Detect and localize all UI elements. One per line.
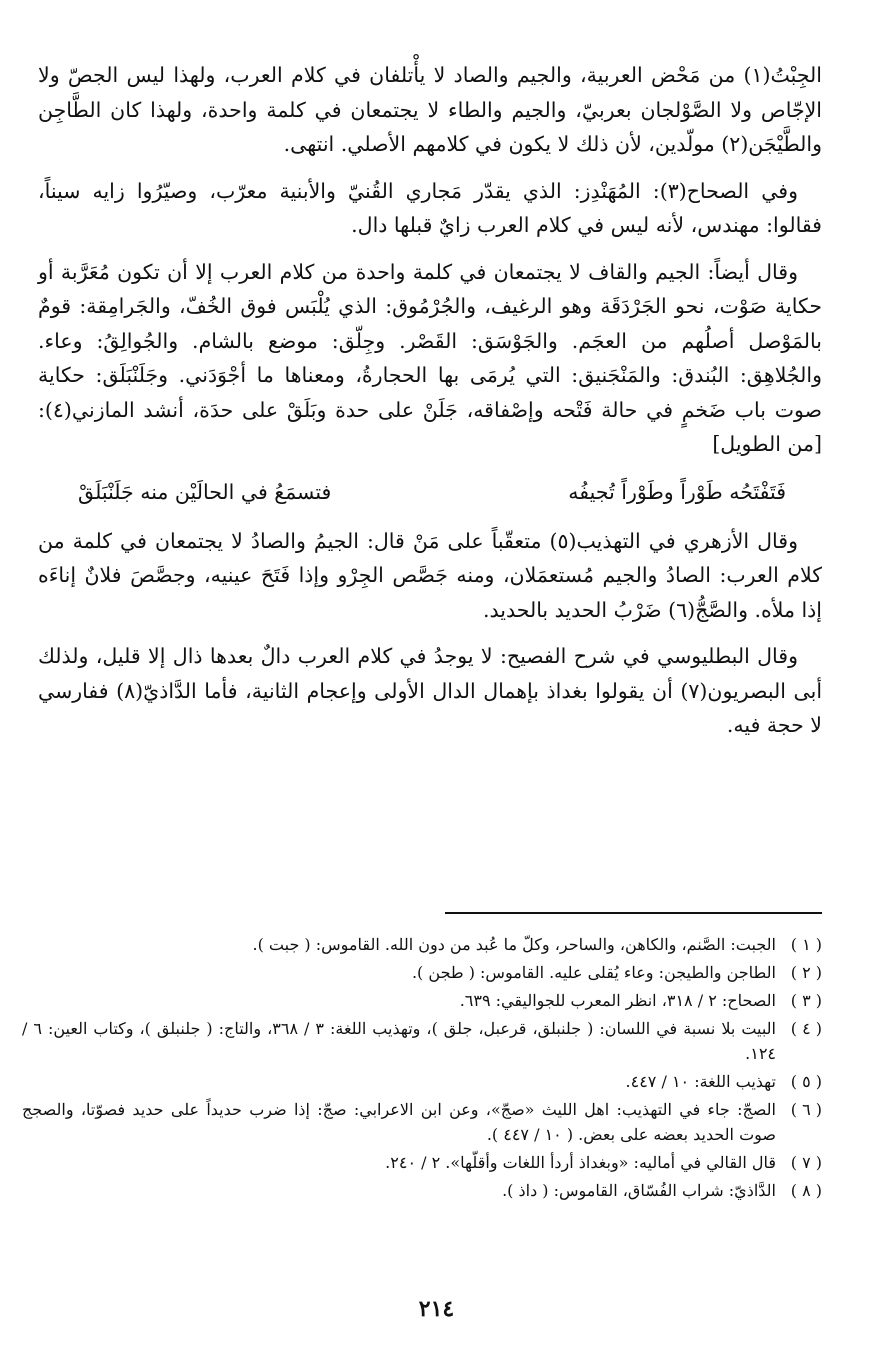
footnotes <box>22 932 822 1206</box>
paragraph-sihah: وفي الصحاح(٣): المُهَنْدِز: الذي يقدّر مَجاري القُنيّ والأبنية معرّب، وصيّرُوا زايه سيناً، فقالوا: مهندس، لأنه ليس في كلام العرب زايٌ قبلها دال. <box>38 178 822 237</box>
page-number: ٢١٤ <box>418 1296 455 1322</box>
footnote-number: ( ٦ ) <box>790 1100 822 1119</box>
verse-second-hemistich: فتسمَعُ في الحالَيْن منه جَلَنْبَلَقْ <box>78 479 332 504</box>
footnote-number: ( ٧ ) <box>790 1153 822 1172</box>
footnote-item <box>22 960 822 985</box>
poem-verse <box>78 474 786 510</box>
verse-first-hemistich: فَتَفْتَحُه طَوْراً وطَوْراً تُجيفُه <box>568 479 786 504</box>
main-text <box>38 58 822 755</box>
footnote-text: البيت بلا نسبة في اللسان: ( جلنبلق، قرعبل، جلق )، وتهذيب اللغة: ٣ / ٣٦٨، والتاج: ( جلنبلق )، وكتاب العين: ٦ / ١٢٤. <box>22 1019 776 1063</box>
footnote-number: ( ٨ ) <box>790 1181 822 1200</box>
footnote-number: ( ٢ ) <box>790 963 822 982</box>
footnote-number: ( ٥ ) <box>790 1072 822 1091</box>
footnote-item <box>22 1150 822 1175</box>
paragraph-jim-qaf: وقال أيضاً: الجيم والقاف لا يجتمعان في كلمة واحدة من كلام العرب إلا أن تكون مُعَرَّبة أو حكاية صَوْت، نحو الجَرْدَقَة وهو الرغيف، والجُرْمُوق: الذي يُلْبَس فوق الخُفّ، والجَرامِقة: قومٌ بالمَوْصل أصلُهم من العجَم. والجَوْسَق: القَصْر. وجِلّق: موضع بالشام. والجُوالِقُ: وعاء. والجُلاهِق: البُندق: والمَنْجَنيق: التي يُرمَى بها الحجارةُ، ومعناها ما أجْوَدَني. وجَلَنْبَلَق: حكاية صوت باب ضَخمٍ في حالة فَتْحه وإصْفاقه، جَلَنْ على حدة وبَلَقْ على حدَة، أنشد المازني(٤): [من الطويل] <box>38 259 822 456</box>
footnote-number: ( ٤ ) <box>790 1019 822 1038</box>
footnote-item <box>22 1016 822 1066</box>
footnote-item <box>22 1097 822 1147</box>
footnote-text: الجبت: الصَّنم، والكاهن، والساحر، وكلّ ما عُبد من دون الله. القاموس: ( جبت ). <box>252 935 776 954</box>
footnote-item <box>22 1069 822 1094</box>
footnote-item <box>22 1178 822 1203</box>
footnote-text: قال القالي في أماليه: «وبغداذ أردأ اللغات وأقلّها». ٢ / ٢٤٠. <box>385 1153 776 1172</box>
paragraph-batalyusi: وقال البطليوسي في شرح الفصيح: لا يوجدُ في كلام العرب دالٌ بعدها ذال إلا قليل، ولذلك أبى البصريون(٧) أن يقولوا بغداذ بإهمال الدال الأولى وإعجام الثانية، فأما الدَّاذيّ(٨) ففارسي لا حجة فيه. <box>38 644 823 737</box>
footnote-text: تهذيب اللغة: ١٠ / ٤٤٧. <box>625 1072 776 1091</box>
footnote-item <box>22 932 822 957</box>
paragraph-jibt: الجِبْتُ(١) من مَحْض العربية، والجيم والصاد لا يأْتلفان في كلام العرب، ولهذا ليس الجصّ ولا الإجّاص ولا الصَّوْلجان بعربيّ، والجيم والطاء لا يجتمعان في كلمة واحدة، ولهذا كان الطَّاجِن والطَّيْجَن(٢) مولّدين، لأن ذلك لا يكون في كلامهم الأصلي. انتهى. <box>38 63 822 156</box>
footnote-text: الصجّ: جاء في التهذيب: اهل الليث «صجّ»، وعن ابن الاعرابي: صجّ: إذا ضرب حديداً على حديد فصوّتا، والصجج صوت الحديد بعضه على بعض. ( ١٠ / ٤٤٧ ). <box>22 1100 776 1144</box>
footnote-text: الصحاح: ٢ / ٣١٨، انظر المعرب للجواليقي: ٦٣٩. <box>459 991 776 1010</box>
footnote-text: الطاجن والطيجن: وعاء يُقلى عليه. القاموس: ( طجن ). <box>411 963 776 982</box>
footnote-text: الدَّاذيّ: شراب الفُسّاق، القاموس: ( داذ ). <box>502 1181 776 1200</box>
footnote-number: ( ١ ) <box>790 935 822 954</box>
paragraph-azhari: وقال الأزهري في التهذيب(٥) متعقّباً على مَنْ قال: الجيمُ والصادُ لا يجتمعان في كلمة من كلام العرب: الصادُ والجيم مُستعمَلان، ومنه جَصَّص الجِرْو وإذا فَتَحَ عينيه، وجصَّصَ فلانٌ إناءَه إذا ملأه. والصَّجُّ(٦) ضَرْبُ الحديد بالحديد. <box>38 528 822 622</box>
footnote-separator <box>445 912 822 914</box>
footnote-number: ( ٣ ) <box>790 991 822 1010</box>
footnote-item <box>22 988 822 1013</box>
